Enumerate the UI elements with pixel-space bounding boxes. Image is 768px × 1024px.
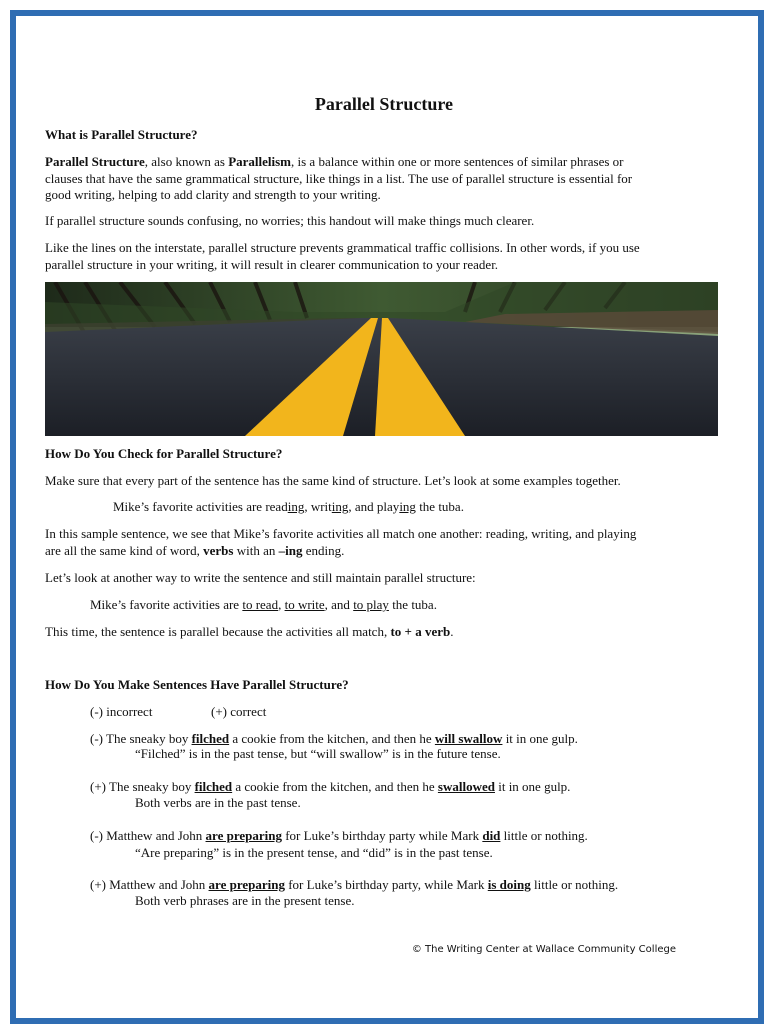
underlined-suffix: ing xyxy=(331,499,349,514)
paragraph-another-way: Let’s look at another way to write the sentence and still maintain parallel structure: xyxy=(45,570,476,585)
text-fragment: . xyxy=(450,624,454,639)
paragraph-definition xyxy=(45,154,725,204)
road-icon xyxy=(45,282,718,436)
text-line: clauses that have the same grammatical structure, like things in a list. The use of parallel structure is essential for xyxy=(45,170,633,186)
paragraph-interstate xyxy=(45,240,725,273)
text-fragment: , is a balance within one or more sentences of similar phrases or xyxy=(291,154,624,169)
example-sentence-to-verb xyxy=(90,597,437,614)
text-fragment: the tuba. xyxy=(388,597,437,612)
example-incorrect-2 xyxy=(90,828,588,845)
text-fragment: ending. xyxy=(302,542,345,558)
text-fragment: , xyxy=(278,597,285,612)
text-fragment: , and xyxy=(324,597,354,612)
example-correct-1 xyxy=(90,779,570,796)
text-fragment: , also known as xyxy=(144,154,229,169)
verb-highlight: filched xyxy=(191,731,230,746)
section-heading-check: How Do You Check for Parallel Structure? xyxy=(45,446,283,461)
text-fragment: with an xyxy=(233,542,279,558)
page-title: Parallel Structure xyxy=(314,94,454,114)
example-note: Both verbs are in the past tense. xyxy=(135,795,301,810)
section-heading-what: What is Parallel Structure? xyxy=(45,127,198,142)
example-note: “Filched” is in the past tense, but “will swallow” is in the future tense. xyxy=(135,746,501,761)
verb-highlight: swallowed xyxy=(437,779,495,794)
example-sentence-ing xyxy=(113,499,464,516)
example-note: Both verb phrases are in the present tense. xyxy=(135,893,355,908)
verb-highlight: filched xyxy=(194,779,233,794)
text-fragment: (-) The sneaky boy xyxy=(90,731,192,746)
text-fragment: a cookie from the kitchen, and then he xyxy=(229,731,435,746)
underlined-suffix: ing xyxy=(399,499,416,514)
footer-copyright: © The Writing Center at Wallace Community College xyxy=(411,944,676,955)
section-heading-make: How Do You Make Sentences Have Parallel Structure? xyxy=(45,677,349,692)
text-fragment: , and play xyxy=(348,499,400,514)
legend-incorrect: (-) incorrect xyxy=(90,704,153,719)
text-line: Like the lines on the interstate, parallel structure prevents grammatical traffic collisions. In other words, if you use xyxy=(45,240,640,255)
legend-correct: (+) correct xyxy=(211,704,267,719)
text-fragment: a cookie from the kitchen, and then he xyxy=(232,779,438,794)
text-line: good writing, helping to add clarity and strength to your writing. xyxy=(45,187,381,202)
text-fragment: Mike’s favorite activities are xyxy=(90,597,243,612)
verb-highlight: will swallow xyxy=(434,731,503,746)
text-fragment: Mike’s favorite activities are read xyxy=(113,499,288,514)
text-line: In this sample sentence, we see that Mike’s favorite activities all match one another: reading, writing, and playing xyxy=(45,526,637,541)
verb-highlight: is doing xyxy=(487,877,531,892)
text-fragment: little or nothing. xyxy=(500,828,588,843)
text-fragment: for Luke’s birthday party while Mark xyxy=(281,828,483,843)
bold-term: –ing xyxy=(278,542,303,558)
paragraph-make-sure: Make sure that every part of the sentence has the same kind of structure. Let’s look at some examples together. xyxy=(45,473,621,488)
underlined-phrase: to play xyxy=(353,597,389,612)
text-fragment: it in one gulp. xyxy=(502,731,578,746)
underlined-phrase: to write xyxy=(284,597,325,612)
paragraph-sample-explained xyxy=(45,526,725,559)
verb-highlight: are preparing xyxy=(205,828,282,843)
text-fragment: the tuba. xyxy=(415,499,464,514)
verb-highlight: did xyxy=(482,828,501,843)
underlined-suffix: ing xyxy=(287,499,305,514)
text-line: parallel structure in your writing, it will result in clearer communication to your reader. xyxy=(45,256,499,272)
term-parallelism: Parallelism xyxy=(228,154,292,169)
text-fragment: are all the same kind of word, xyxy=(45,542,204,558)
bold-term: to + a verb xyxy=(390,624,451,639)
text-fragment: (+) Matthew and John xyxy=(90,877,209,892)
text-fragment: little or nothing. xyxy=(530,877,619,892)
paragraph-this-time xyxy=(45,624,725,641)
text-fragment: (-) Matthew and John xyxy=(90,828,206,843)
example-correct-2 xyxy=(90,877,618,894)
underlined-phrase: to read xyxy=(242,597,279,612)
road-photo xyxy=(45,282,718,436)
text-fragment: This time, the sentence is parallel because the activities all match, xyxy=(45,624,391,639)
text-fragment: , writ xyxy=(304,499,332,514)
paragraph-reassure: If parallel structure sounds confusing, no worries; this handout will make things much clearer. xyxy=(45,213,535,228)
text-fragment: (+) The sneaky boy xyxy=(90,779,195,794)
text-fragment: it in one gulp. xyxy=(494,779,571,794)
example-note: “Are preparing” is in the present tense, and “did” is in the past tense. xyxy=(135,845,493,860)
verb-highlight: are preparing xyxy=(208,877,285,892)
term-parallel-structure: Parallel Structure xyxy=(45,154,145,169)
text-fragment: for Luke’s birthday party, while Mark xyxy=(284,877,488,892)
bold-term: verbs xyxy=(203,542,234,558)
